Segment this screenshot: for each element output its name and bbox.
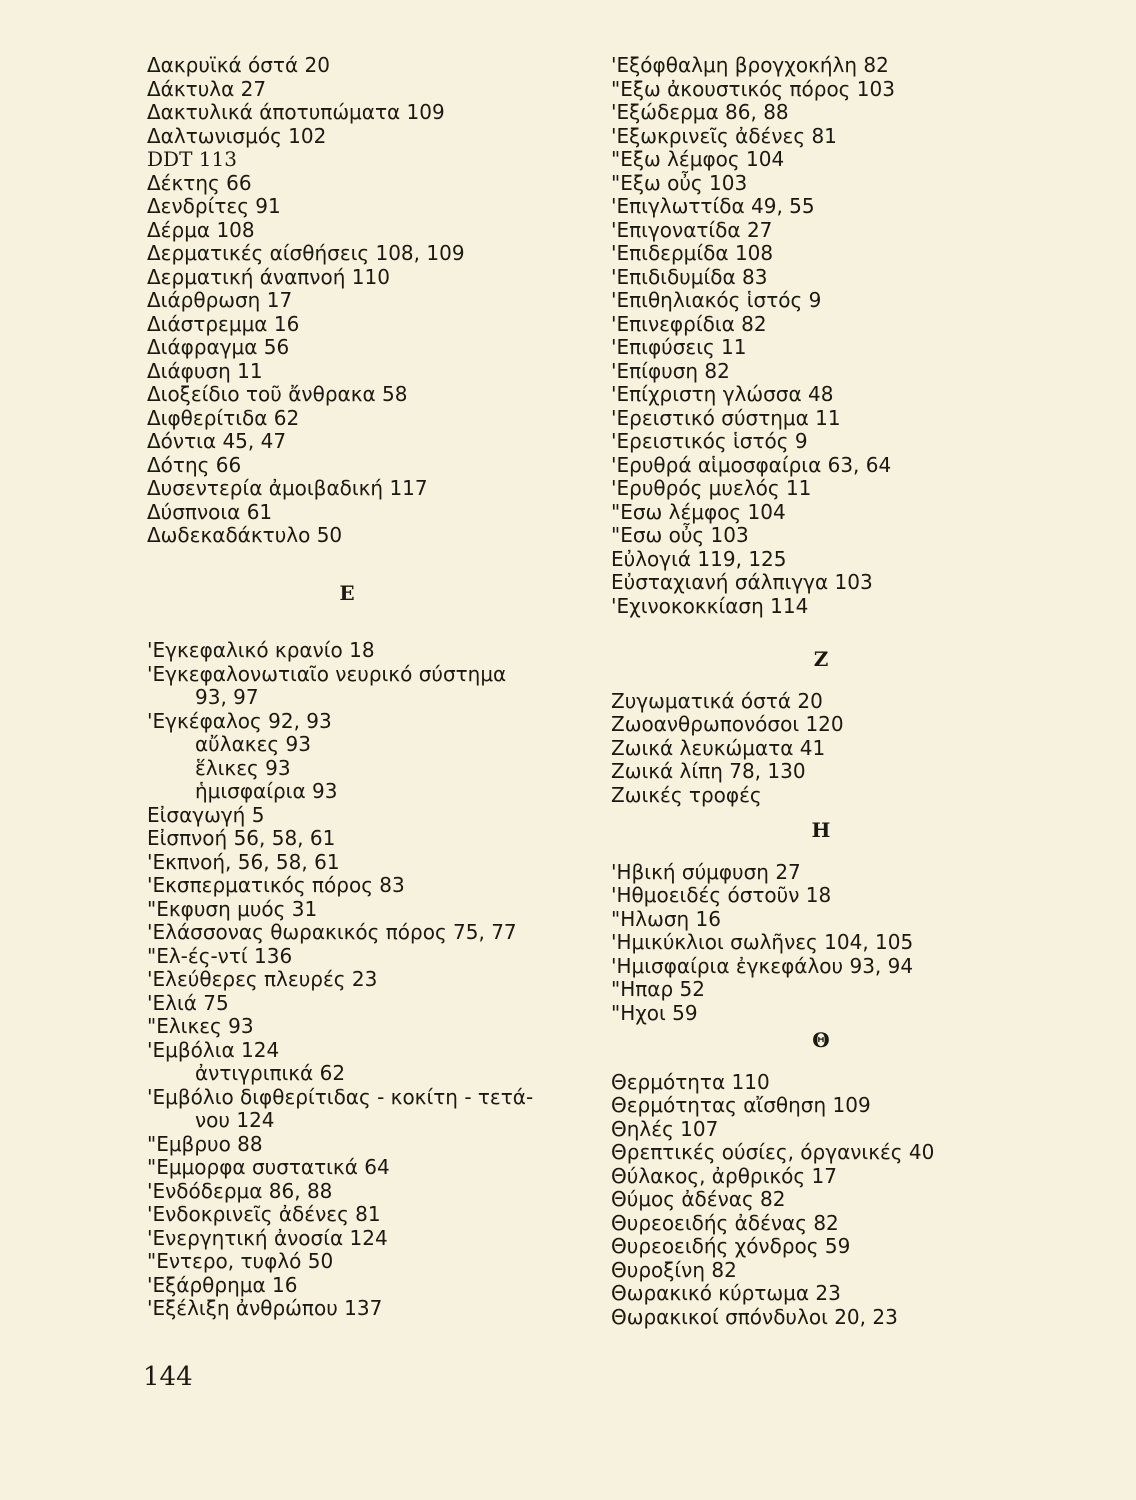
index-entry: 'Επίχριστη γλώσσα 48 xyxy=(611,382,834,406)
index-entry: Διάφραγμα 56 xyxy=(147,335,290,359)
index-entry: Θύμος ἀδένας 82 xyxy=(611,1187,786,1211)
index-entry: Διάφυση 11 xyxy=(147,358,263,383)
index-entry: 'Ενδοκρινεῖς ἀδένες 81 xyxy=(147,1202,381,1226)
index-entry: Δάκτυλα 27 xyxy=(147,76,267,101)
index-entry: Δυσεντερία ἀμοιβαδική 117 xyxy=(147,476,428,500)
index-entry: 'Επιφύσεις 11 xyxy=(611,335,747,359)
index-entry: Διάστρεμμα 16 xyxy=(147,311,300,336)
index-entry: 'Εχινοκοκκίαση 114 xyxy=(611,593,809,618)
index-entry: 'Εγκεφαλικό κρανίο 18 xyxy=(147,638,375,662)
index-entry: Διφθερίτιδα 62 xyxy=(147,405,300,430)
index-entry: 'Ενεργητική ἀνοσία 124 xyxy=(147,1225,388,1250)
section-z xyxy=(611,690,1031,808)
index-entry: 'Ηβική σύμφυση 27 xyxy=(611,859,801,884)
index-entry: 'Επιδερμίδα 108 xyxy=(611,241,774,265)
section-letter-th: Θ xyxy=(812,1028,830,1052)
section-letter-z: Ζ xyxy=(813,647,829,671)
index-entry: Θηλές 107 xyxy=(611,1116,719,1141)
index-entry: Δότης 66 xyxy=(147,452,242,477)
index-entry: Δόντια 45, 47 xyxy=(147,429,287,453)
index-entry: 'Εκσπερματικός πόρος 83 xyxy=(147,873,405,897)
index-entry: Δέρμα 108 xyxy=(147,217,255,242)
index-entry: 'Επιγονατίδα 27 xyxy=(611,217,773,242)
index-entry: Δαλτωνισμός 102 xyxy=(147,123,327,148)
index-entry: "Ελ-ές-ντί 136 xyxy=(147,943,293,968)
index-entry: 'Εξωκρινεῖς ἀδένες 81 xyxy=(611,123,837,148)
page-number: 144 xyxy=(143,1362,193,1392)
index-entry: 'Ερυθρά αἱμοσφαίρια 63, 64 xyxy=(611,452,892,477)
index-entry: Εἰσαγωγή 5 xyxy=(147,802,265,827)
index-entry: Δακτυλικά άποτυπώματα 109 xyxy=(147,100,445,124)
index-entry: Εὐσταχιανή σάλπιγγα 103 xyxy=(611,570,873,594)
index-entry: 'Επινεφρίδια 82 xyxy=(611,311,767,336)
index-entry: Διοξείδιο τοῦ ἄνθρακα 58 xyxy=(147,382,408,406)
section-e-continued xyxy=(611,54,1031,618)
section-h xyxy=(611,861,1031,1026)
index-subentry: ἕλικες 93 xyxy=(195,755,291,780)
index-entry: Θύλακος, ἀρθρικός 17 xyxy=(611,1163,837,1188)
index-entry: "Ηχοι 59 xyxy=(611,1000,698,1025)
index-column-right xyxy=(611,54,1031,1329)
index-entry: Θυρεοειδής χόνδρος 59 xyxy=(611,1234,851,1258)
index-entry: 'Επιθηλιακός ἱστός 9 xyxy=(611,288,822,312)
index-entry: 'Ημισφαίρια ἐγκεφάλου 93, 94 xyxy=(611,953,914,978)
index-entry: Θερμότητα 110 xyxy=(611,1069,770,1094)
index-entry: Ζωικές τροφές xyxy=(611,782,762,807)
index-entry: 'Επιδιδυμίδα 83 xyxy=(611,264,768,289)
index-entry: Εὐλογιά 119, 125 xyxy=(611,546,787,571)
index-entry: 'Ελεύθερες πλευρές 23 xyxy=(147,967,378,991)
section-d xyxy=(147,54,547,548)
index-entry: Δενδρίτες 91 xyxy=(147,194,281,218)
index-column-left xyxy=(147,54,547,1321)
index-entry: 'Ελιά 75 xyxy=(147,990,229,1015)
section-th xyxy=(611,1071,1031,1330)
index-entry: 'Επίφυση 82 xyxy=(611,358,730,383)
index-entry: 'Ερειστικός ἱστός 9 xyxy=(611,429,808,453)
index-entry: Θωρακικό κύρτωμα 23 xyxy=(611,1281,841,1305)
index-entry: Ζωικά λευκώματα 41 xyxy=(611,735,826,760)
index-entry: Δερματική άναπνοή 110 xyxy=(147,264,390,289)
index-entry: Ζωικά λίπη 78, 130 xyxy=(611,759,806,783)
section-letter-h: Η xyxy=(811,818,831,842)
index-entry: 'Επιγλωττίδα 49, 55 xyxy=(611,194,815,218)
index-entry: "Ελικες 93 xyxy=(147,1014,254,1038)
index-entry: "Ηπαρ 52 xyxy=(611,977,705,1001)
index-entry: 'Εξόφθαλμη βρογχοκήλη 82 xyxy=(611,53,889,77)
index-entry: Ζυγωματικά όστά 20 xyxy=(611,688,823,713)
section-letter-e: Ε xyxy=(339,580,355,605)
index-entry: Θωρακικοί σπόνδυλοι 20, 23 xyxy=(611,1304,898,1329)
index-entry: Θυρεοειδής ἀδένας 82 xyxy=(611,1210,839,1235)
index-entry: Θυροξίνη 82 xyxy=(611,1257,737,1282)
index-entry: "Εσω λέμφος 104 xyxy=(611,499,786,524)
index-entry: Δύσπνοια 61 xyxy=(147,499,273,524)
index-entry: Θερμότητας αἴσθηση 109 xyxy=(611,1093,871,1117)
index-subentry: ἀντιγριπικά 62 xyxy=(195,1061,346,1085)
index-entry: 'Ημικύκλιοι σωλῆνες 104, 105 xyxy=(611,930,914,954)
index-entry-continuation: νου 124 xyxy=(195,1108,275,1132)
index-entry: 'Εγκέφαλος 92, 93 xyxy=(147,708,332,733)
index-entry: Δέκτης 66 xyxy=(147,170,252,195)
index-entry: Ζωοανθρωπονόσοι 120 xyxy=(611,712,844,736)
index-entry: 'Εξάρθρημα 16 xyxy=(147,1272,298,1297)
index-entry: 'Εξώδερμα 86, 88 xyxy=(611,100,789,124)
index-entry: Διάρθρωση 17 xyxy=(147,288,293,312)
index-entry: "Εκφυση μυός 31 xyxy=(147,896,318,921)
index-entry: 'Εξέλιξη ἀνθρώπου 137 xyxy=(147,1296,383,1320)
index-entry-continuation: 93, 97 xyxy=(195,685,259,709)
index-entry: 'Ερυθρός μυελός 11 xyxy=(611,476,812,500)
index-entry: "Εσω οὖς 103 xyxy=(611,523,749,547)
index-entry: 'Εμβόλιο διφθερίτιδας - κοκίτη - τετά- xyxy=(147,1084,534,1109)
index-entry: 'Ενδόδερμα 86, 88 xyxy=(147,1178,333,1203)
index-entry: DDT 113 xyxy=(147,147,237,171)
index-entry: Δακρυϊκά όστά 20 xyxy=(147,53,330,77)
index-entry: "Εξω λέμφος 104 xyxy=(611,147,785,171)
index-entry: 'Ερειστικό σύστημα 11 xyxy=(611,405,841,430)
index-entry: "Ηλωση 16 xyxy=(611,906,721,931)
index-entry: Δωδεκαδάκτυλο 50 xyxy=(147,523,343,547)
index-entry: Θρεπτικές ούσίες, όργανικές 40 xyxy=(611,1140,935,1164)
index-entry: "Εξω οὖς 103 xyxy=(611,170,748,195)
index-entry: 'Ελάσσονας θωρακικός πόρος 75, 77 xyxy=(147,920,517,944)
index-entry: "Εμβρυο 88 xyxy=(147,1131,263,1156)
index-entry: "Εντερο, τυφλό 50 xyxy=(147,1249,334,1273)
index-entry: "Εμμορφα συστατικά 64 xyxy=(147,1155,390,1179)
index-entry: Εἰσπνοή 56, 58, 61 xyxy=(147,826,336,850)
section-e xyxy=(147,639,547,1321)
index-subentry: αὔλακες 93 xyxy=(195,732,311,756)
index-entry: Δερματικές αίσθήσεις 108, 109 xyxy=(147,241,465,265)
index-entry: 'Εγκεφαλονωτιαῖο νευρικό σύστημα xyxy=(147,661,507,686)
index-subentry: ἡμισφαίρια 93 xyxy=(195,779,338,803)
index-entry: "Εξω ἀκουστικός πόρος 103 xyxy=(611,76,895,101)
index-entry: 'Εμβόλια 124 xyxy=(147,1037,280,1062)
index-entry: 'Ηθμοειδές όστοῦν 18 xyxy=(611,883,832,907)
index-entry: 'Εκπνοή, 56, 58, 61 xyxy=(147,849,340,874)
